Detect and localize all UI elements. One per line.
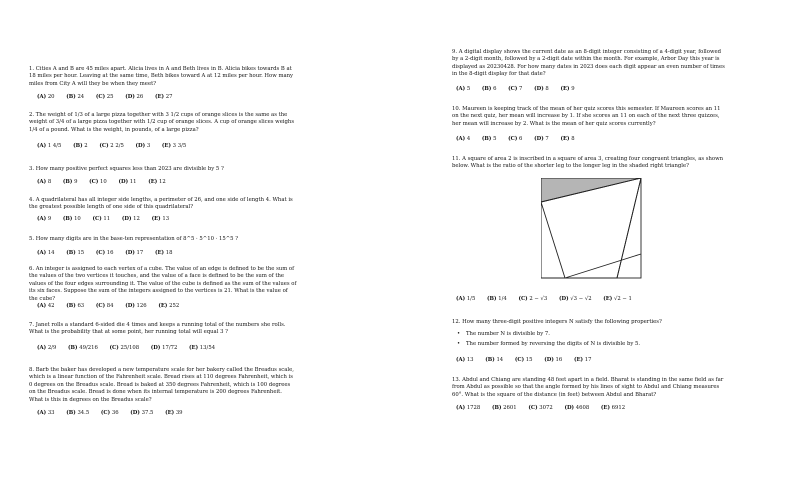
problem-12-bullet-2: • The number formed by reversing the digits of N is divisible by 5. [452,341,727,348]
problem-6-text: 6. An integer is assigned to each vertex of a cube. The value of an edge is defined to be the sum of the values of the two vertices it touches, and the value of a face is defined to be the sum of the values of the four edges surrounding it. The value of the cube is defined as the sum of the values of its six faces. Suppose the sum of the integers assigned to the vertices is 21. What is the value of the cube? [29,266,297,302]
problem-7-text: 7. Janet rolls a standard 6-sided die 4 times and keeps a running total of the numbers she rolls. What is the probability that at some point, her running total will equal 3 ? [29,322,286,336]
problem-10-text: 10. Maureen is keeping track of the mean of her quiz scores this semester. If Maureen scores an 11 on the next quiz, her mean will increase by 1. If she scores an 11 on each of the next three quizzes, her mean will increase by 2. What is the mean of her quiz scores currently? [452,106,721,127]
problem-9-choices: (A) 5 (B) 6 (C) 7 (D) 8 (E) 9 [456,86,575,92]
problem-3-text: 3. How many positive perfect squares less than 2023 are divisible by 5 ? [29,166,224,172]
problem-5-choices: (A) 14 (B) 15 (C) 16 (D) 17 (E) 18 [37,250,173,256]
problem-12-bullet-1: • The number N is divisible by 7. [452,331,727,338]
inner-square-left-edge [541,202,565,278]
problem-12-text: 12. How many three-digit positive integers N satisfy the following properties? • The number N is divisible by 7. • The number formed by reversing the digits of N is divisible by 5. [452,319,727,348]
problem-12-choices: (A) 13 (B) 14 (C) 15 (D) 16 (E) 17 [456,357,592,363]
inner-square-bottom-edge [565,254,641,278]
problem-1-choices: (A) 20 (B) 24 (C) 25 (D) 26 (E) 27 [37,94,173,100]
problem-2-text: 2. The weight of 1/3 of a large pizza together with 3 1/2 cups of orange slices is the same as the weight of 3/4 of a large pizza together with 1/2 cup of orange slices. A cup of orange slices weighs 1/4 of a pound. What is the weight, in pounds, of a large pizza? [29,112,295,133]
problem-11-text: 11. A square of area 2 is inscribed in a square of area 3, creating four congruent triangles, as shown below. What is the ratio of the shorter leg to the longer leg in the shaded right triangle? [452,156,724,170]
problem-10-choices: (A) 4 (B) 5 (C) 6 (D) 7 (E) 8 [456,136,575,142]
problem-8-text: 8. Barb the baker has developed a new temperature scale for her bakery called the Breadus scale, which is a linear function of the Fahrenheit scale. Bread rises at 110 degrees Fahrenheit, which is 0 degrees on the Breadus scale. Bread is baked at 350 degrees Fahrenheit, which is 100 degrees on the Breadus scale. Bread is done when its internal temperature is 200 degrees Fahrenheit. What is this in degrees on the Breadus scale? [29,367,294,403]
problem-9-text: 9. A digital display shows the current date as an 8-digit integer consisting of a 4-digit year, followed by a 2-digit month, followed by a 2-digit date within the month. For example, Arbor Day this year is displayed as 20230428. For how many dates in 2023 does each digit appear an even number of times in the 8-digit display for that date? [452,49,725,78]
problem-1-text: 1. Cities A and B are 45 miles apart. Alicia lives in A and Beth lives in B. Alicia bikes towards B at 18 miles per hour. Leaving at the same time, Beth bikes toward A at 12 miles per hour. How many miles from City A will they be when they meet? [29,66,294,87]
problem-11-choices: (A) 1/5 (B) 1/4 (C) 2 − √3 (D) √3 − √2 (E) √2 − 1 [456,296,632,302]
inscribed-squares-figure [541,178,651,288]
problem-3-choices: (A) 8 (B) 9 (C) 10 (D) 11 (E) 12 [37,179,166,185]
inner-square-right-edge [617,178,641,278]
problem-13-text: 13. Abdul and Chiang are standing 48 feet apart in a field. Bharat is standing in the same field as far from Abdul as possible so that the angle formed by his lines of sight to Abdul and Chiang measures 60°. What is the square of the distance (in feet) between Abdul and Bharat? [452,377,724,398]
problem-5-text: 5. How many digits are in the base-ten representation of 8^5 · 5^10 · 15^5 ? [29,236,239,242]
problem-8-choices: (A) 33 (B) 34.5 (C) 36 (D) 37.5 (E) 39 [37,410,183,416]
problem-4-choices: (A) 9 (B) 10 (C) 11 (D) 12 (E) 13 [37,216,170,222]
problem-2-choices: (A) 1 4/5 (B) 2 (C) 2 2/5 (D) 3 (E) 3 3/5 [37,143,187,149]
problem-7-choices: (A) 2/9 (B) 49/216 (C) 25/108 (D) 17/72 (E) 13/54 [37,345,216,351]
problem-6-choices: (A) 42 (B) 63 (C) 84 (D) 126 (E) 252 [37,303,180,309]
problem-13-choices: (A) 1728 (B) 2601 (C) 3072 (D) 4608 (E) 6912 [456,405,626,411]
problem-4-text: 4. A quadrilateral has all integer side lengths, a perimeter of 26, and one side of length 4. What is the greatest possible length of one side of this quadrilateral? [29,197,293,211]
